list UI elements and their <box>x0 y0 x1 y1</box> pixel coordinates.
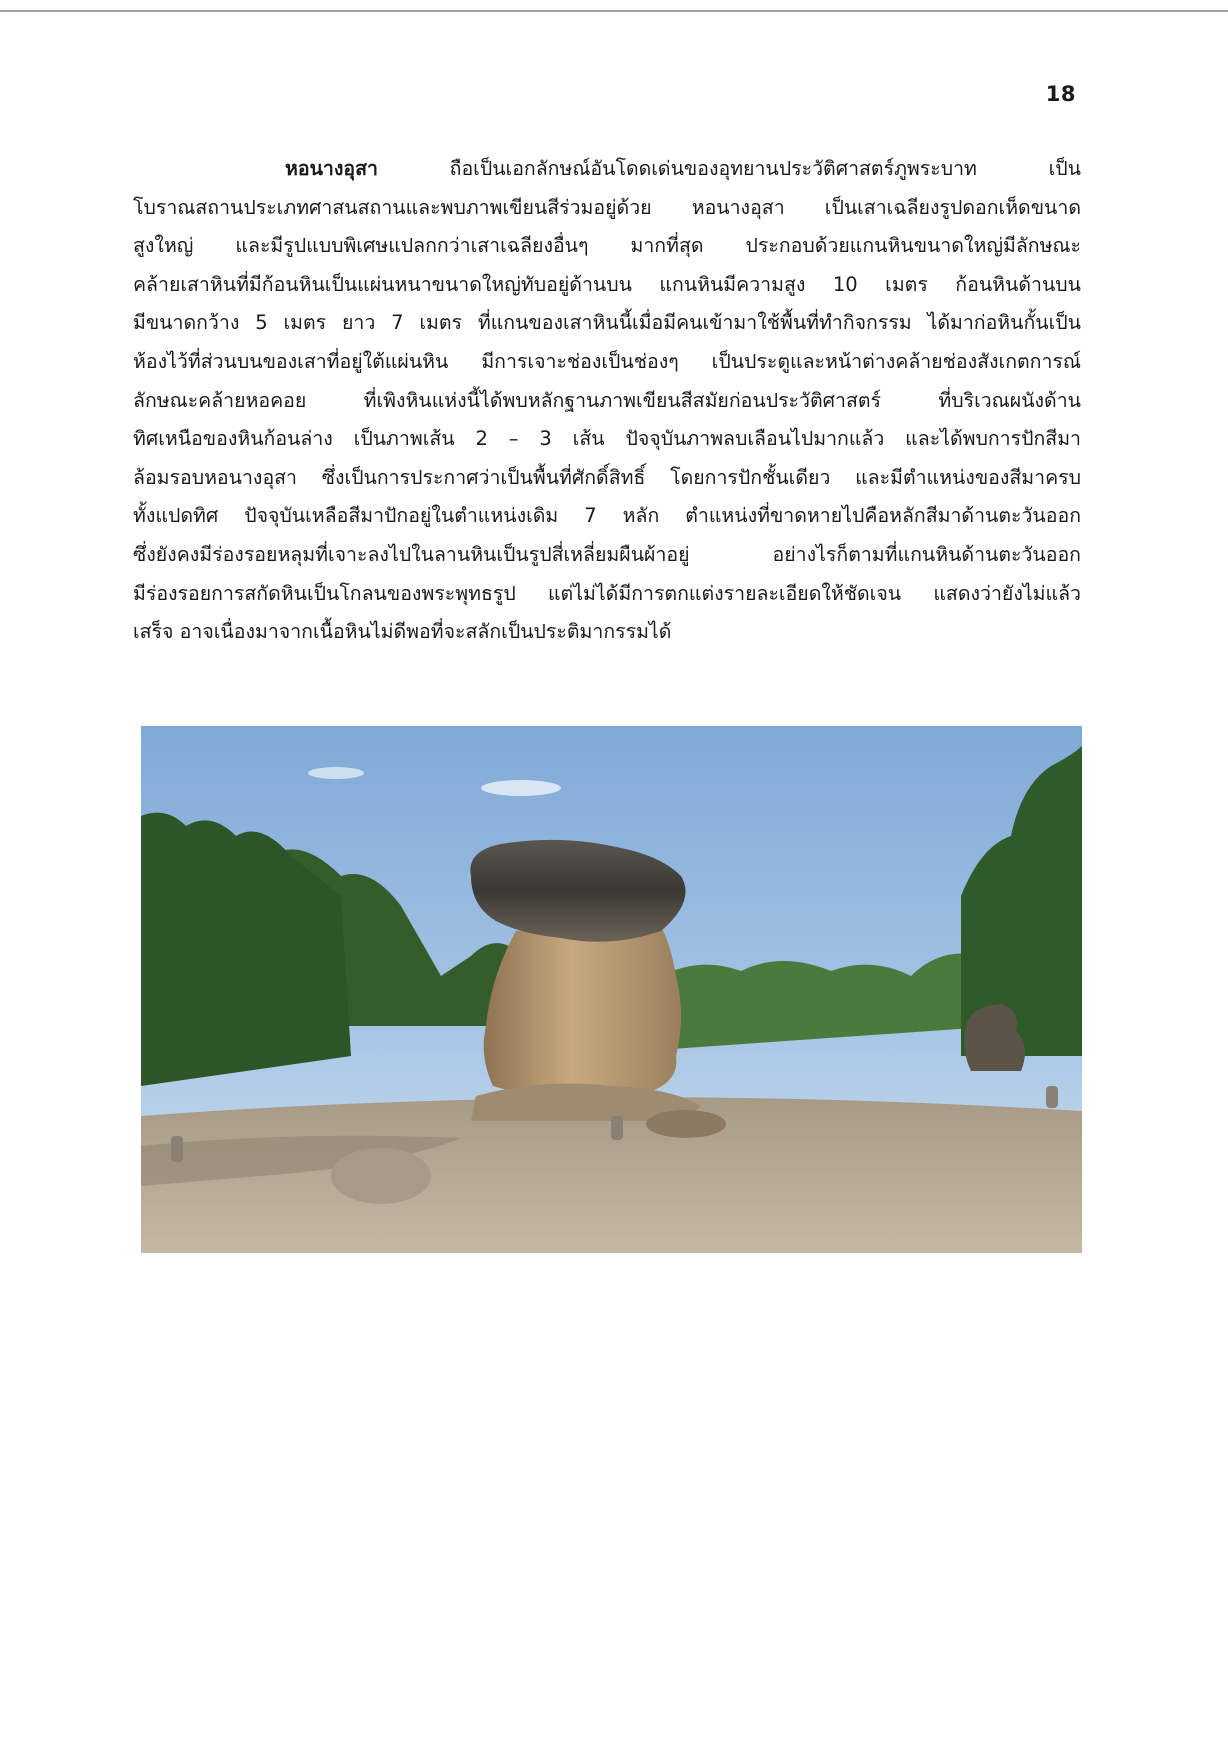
page-number: 18 <box>1045 82 1076 106</box>
text-line: ทั้งแปดทิศ ปัจจุบันเหลือสีมาปักอยู่ในตำแหน่งเดิม 7 หลัก ตำแหน่งที่ขาดหายไปคือหลักสีมาด้านตะวันออก <box>133 504 1081 528</box>
rock-pillar <box>484 926 681 1100</box>
boulder <box>646 1110 726 1138</box>
text-line: ซึ่งยังคงมีร่องรอยหลุมที่เจาะลงไปในลานหินเป็นรูปสี่เหลี่ยมผืนผ้าอยู่ อย่างไรก็ตามที่แกนหินด้านตะวันออก <box>133 542 1081 566</box>
article-body <box>133 150 1081 652</box>
boundary-stone <box>171 1136 183 1162</box>
cloud <box>481 780 561 796</box>
text-line: สูงใหญ่ และมีรูปแบบพิเศษแปลกกว่าเสาเฉลียงอื่นๆ มากที่สุด ประกอบด้วยแกนหินขนาดใหญ่มีลักษณะ <box>133 234 1081 258</box>
boulder <box>331 1148 431 1204</box>
text-line: โบราณสถานประเภทศาสนสถานและพบภาพเขียนสีร่วมอยู่ด้วย หอนางอุสา เป็นเสาเฉลียงรูปดอกเห็ดขนาด <box>133 195 1081 219</box>
top-rule <box>0 10 1228 12</box>
text-line: คล้ายเสาหินที่มีก้อนหินเป็นแผ่นหนาขนาดใหญ่ทับอยู่ด้านบน แกนหินมีความสูง 10 เมตร ก้อนหินด้านบน <box>133 272 1081 296</box>
text-line: ห้องไว้ที่ส่วนบนของเสาที่อยู่ใต้แผ่นหิน มีการเจาะช่องเป็นช่องๆ เป็นประตูและหน้าต่างคล้ายช่องสังเกตการณ์ <box>133 349 1081 373</box>
text-line: ล้อมรอบหอนางอุสา ซึ่งเป็นการประกาศว่าเป็นพื้นที่ศักดิ์สิทธิ์ โดยการปักชั้นเดียว และมีตำแหน่งของสีมาครบ <box>133 465 1081 489</box>
text-line: ลักษณะคล้ายหอคอย ที่เพิงหินแห่งนี้ได้พบหลักฐานภาพเขียนสีสมัยก่อนประวัติศาสตร์ ที่บริเวณผนังด้าน <box>133 388 1081 412</box>
cloud <box>308 767 364 779</box>
text-line: หอนางอุสา ถือเป็นเอกลักษณ์อันโดดเด่นของอุทยานประวัติศาสตร์ภูพระบาท เป็น <box>285 157 1081 180</box>
text-line: ทิศเหนือของหินก้อนล่าง เป็นภาพเส้น 2 – 3 เส้น ปัจจุบันภาพลบเลือนไปมากแล้ว และได้พบการปักสีมา <box>133 427 1081 451</box>
text-line: มีขนาดกว้าง 5 เมตร ยาว 7 เมตร ที่แกนของเสาหินนี้เมื่อมีคนเข้ามาใช้พื้นที่ทำกิจกรรม ได้มาก่อหินกั้นเป็น <box>133 311 1081 335</box>
rock-pillar-photo <box>141 726 1082 1253</box>
photo-illustration <box>141 726 1082 1253</box>
boundary-stone <box>1046 1086 1058 1108</box>
text-line: มีร่องรอยการสกัดหินเป็นโกลนของพระพุทธรูป แต่ไม่ได้มีการตกแต่งรายละเอียดให้ชัดเจน แสดงว่ายังไม่แล้ว <box>133 581 1081 605</box>
lead-heading: หอนางอุสา <box>285 157 378 180</box>
boundary-stone <box>611 1116 623 1140</box>
text-line: เสร็จ อาจเนื่องมาจากเนื้อหินไม่ดีพอที่จะสลักเป็นประติมากรรมได้ <box>133 620 672 644</box>
